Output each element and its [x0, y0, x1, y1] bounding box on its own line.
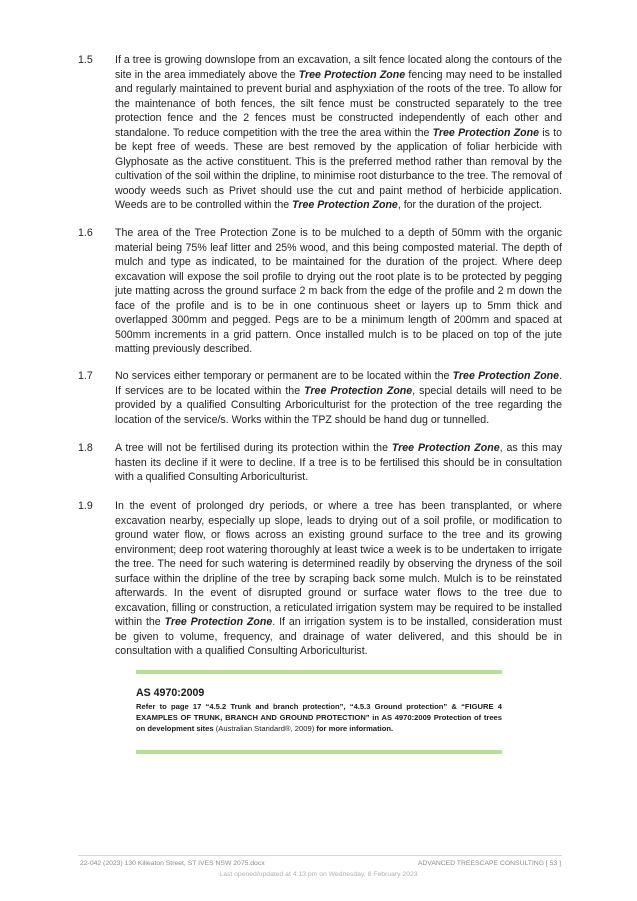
callout-text: Refer to page 17 “4.5.2 Trunk and branch protection”, “4.5.3 Ground protection” & “FIGURE 4 EXAMPLES OF TRUNK, BRANCH AND GROUND PROTECTION” in AS 4970:2009 Protection of trees on development sites: [136, 702, 502, 733]
callout-bottom-rule: [136, 750, 502, 754]
text-run: In the event of prolonged dry periods, or where a tree has been transplanted, or where excavation nearby, especially up slope, leads to drying out of a soil profile, or modification to ground water flow, or flows across an existing ground surface to the tree and its growing environment; deep root watering thoroughly at least twice a week is to be undertaken to irrigate the tree. The need for such watering is determined readily by observing the dryness of the soil surface within the dripline of the tree by scraping back some mulch. Mulch is to be reinstated afterwards. In the event of disrupted ground or surface water flows to the tree due to excavation, filling or construction, a reticulated irrigation system may be required to be installed within the: [115, 500, 562, 628]
clause-number: 1.9: [78, 500, 93, 512]
clause-1-9: [78, 499, 562, 659]
text-run: No services either temporary or permanent are to be located within the: [115, 370, 453, 382]
emphasis-term: Tree Protection Zone: [298, 68, 406, 81]
text-run: , for the duration of the project.: [397, 199, 543, 211]
clause-text: [115, 499, 562, 659]
footer-filename: 22-042 (2023) 130 Killeaton Street, ST IVES NSW 2075.docx: [80, 860, 265, 867]
text-run: , special details will need to be provided by a qualified Consulting Arboriculturist for the protection of the tree regarding the location of the service/s. Works within the TPZ should be hand dug or tunnelled.: [115, 384, 562, 426]
callout-citation: (Australian Standard®, 2009): [215, 724, 315, 733]
clause-1-7: [78, 369, 562, 427]
footer-company-page: ADVANCED TREESCAPE CONSULTING [ 53 ]: [417, 860, 561, 867]
clause-text: [115, 441, 562, 485]
footer-divider: [78, 855, 562, 856]
emphasis-term: Tree Protection Zone: [391, 442, 500, 454]
text-run: , as this may hasten its decline if it were to decline. If a tree is to be fertilised this should be in consultation with a qualified Consulting Arboriculturist.: [115, 442, 562, 483]
clause-number: 1.8: [78, 442, 93, 454]
emphasis-term: Tree Protection Zone: [452, 370, 560, 382]
callout-top-rule: [136, 670, 502, 674]
emphasis-term: Tree Protection Zone: [432, 126, 540, 139]
clause-1-5: [78, 53, 562, 213]
clause-text: [115, 226, 562, 357]
text-run: . If an irrigation system is to be installed, consideration must be given to volume, frequency, and drainage of water delivered, and this should be in consultation with a qualified Consulting Arboriculturist.: [115, 616, 562, 657]
emphasis-term: Tree Protection Zone: [292, 199, 398, 211]
text-run: fencing may need to be installed and regularly maintained to prevent burial and asphyxiation of the roots of the tree. To allow for the maintenance of both fences, the silt fence must be constructed separately to the tree protection fence and the 2 fences must be constructed independently of each other and standalone. To reduce competition with the tree the area within the: [115, 68, 563, 139]
clause-1-6: [78, 226, 562, 357]
standard-reference-callout: [136, 670, 502, 754]
clause-number: 1.5: [78, 54, 93, 66]
text-run: A tree will not be fertilised during its protection within the: [115, 442, 392, 454]
text-run: If a tree is growing downslope from an excavation, a silt fence located along the contours of the site in the area immediately above the: [115, 54, 562, 81]
clause-text: [115, 369, 562, 427]
emphasis-term: Tree Protection Zone: [304, 384, 413, 397]
clause-number: 1.6: [78, 227, 93, 239]
clause-1-8: [78, 441, 562, 485]
footer-last-updated: Last opened/updated at 4:13 pm on Wednesday, 8 February 2023: [219, 871, 418, 878]
text-run: The area of the Tree Protection Zone is to be mulched to a depth of 50mm with the organic material being 75% leaf litter and 25% wood, and this being composted material. The depth of mulch and type as indicated, to be maintained for the duration of the project. Where deep excavation will expose the soil profile to drying out the root plate is to be protected by pegging jute matting across the ground surface 2 m back from the edge of the profile and 2 m down the face of the profile and is to be in one continuous sheet or layers up to 5mm thick and overlapped 300mm and pegged. Pegs are to be a minimum length of 200mm and spaced at 500mm increments in a grid pattern. Once installed mulch is to be placed on top of the jute matting previously described.: [115, 227, 562, 355]
emphasis-term: Tree Protection Zone: [164, 616, 273, 628]
text-run: . If services are to be located within the: [115, 370, 563, 397]
clause-number: 1.7: [78, 370, 93, 382]
callout-body: [136, 701, 502, 734]
clause-text: [115, 53, 562, 213]
callout-title: AS 4970:2009: [136, 687, 205, 699]
callout-text: for more information.: [314, 724, 394, 733]
text-run: is to be kept free of weeds. These are best removed by the application of foliar herbicide with Glyphosate as the active constituent. This is the preferred method rather than removal by the cultivation of the soil within the dripline, to minimise root disturbance to the tree. The removal of woody weeds such as Privet should use the cut and paint method of herbicide application. Weeds are to be controlled within the: [115, 126, 562, 211]
